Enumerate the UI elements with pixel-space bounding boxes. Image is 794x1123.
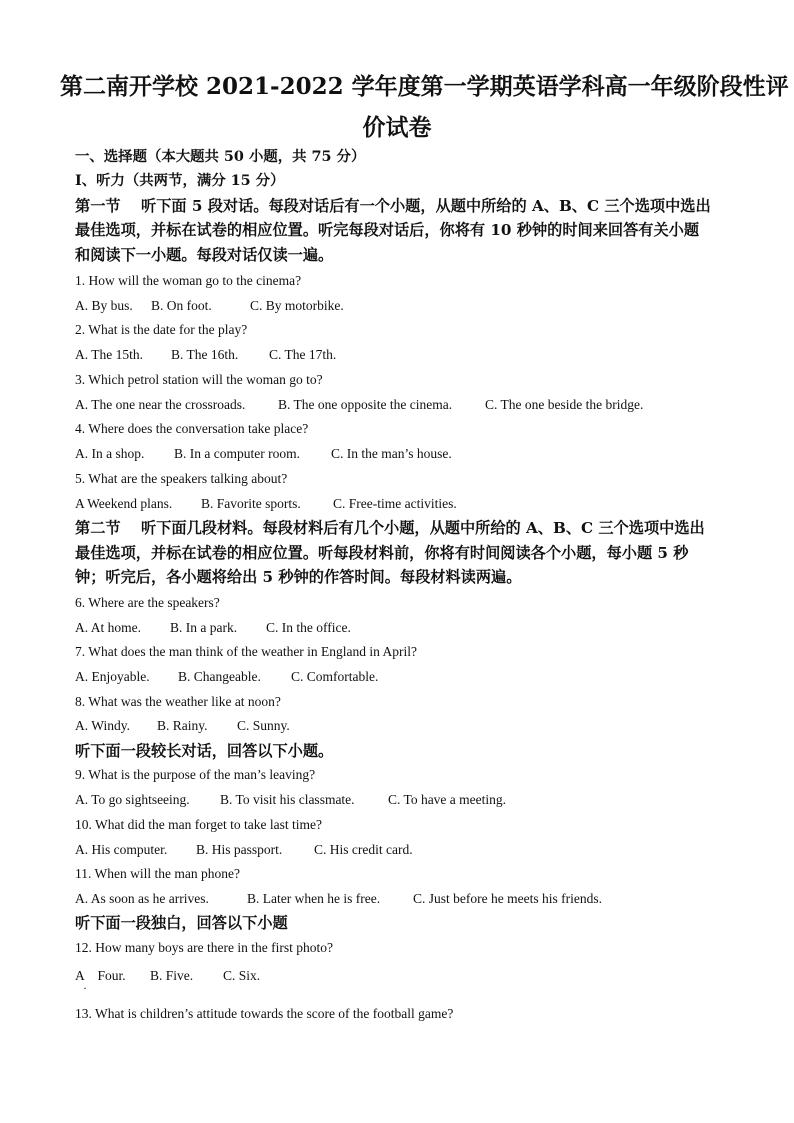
- option-b: B. To visit his classmate.: [220, 792, 355, 807]
- stray-dot-mark: ·: [83, 981, 87, 995]
- sub1-instruction-line: 和阅读下一小题。每段对话仅读一遍。: [75, 246, 334, 264]
- option-c: C. Free-time activities.: [333, 496, 457, 511]
- option-b: B. On foot.: [151, 298, 212, 313]
- option-c: C. Sunny.: [237, 718, 290, 733]
- sub2-instruction-line: 最佳选项，并标在试卷的相应位置。听每段材料前，你将有时间阅读各个小题，每小题 5 秒: [75, 544, 689, 562]
- option-a: A Four.: [75, 968, 126, 983]
- option-a: A. The 15th.: [75, 347, 143, 362]
- question-10: 10. What did the man forget to take last time?: [75, 817, 322, 832]
- option-c: C. The 17th.: [269, 347, 337, 362]
- question-7: 7. What does the man think of the weather in England in April?: [75, 644, 418, 659]
- title-line-2: 价试卷: [362, 114, 432, 141]
- option-c: C. Just before he meets his friends.: [413, 891, 602, 906]
- question-6: 6. Where are the speakers?: [75, 595, 220, 610]
- option-b: B. Favorite sports.: [201, 496, 301, 511]
- question-8: 8. What was the weather like at noon?: [75, 694, 281, 709]
- option-a: A. Windy.: [75, 718, 130, 733]
- option-a: A. To go sightseeing.: [75, 792, 190, 807]
- question-13: 13. What is children’s attitude towards the score of the football game?: [75, 1006, 454, 1021]
- option-c: C. Six.: [223, 968, 261, 983]
- option-c: C. To have a meeting.: [388, 792, 507, 807]
- option-c: C. By motorbike.: [250, 298, 344, 313]
- question-5: 5. What are the speakers talking about?: [75, 471, 288, 486]
- option-a: A. In a shop.: [75, 446, 145, 461]
- option-b: B. In a computer room.: [174, 446, 300, 461]
- sub2-instruction-line: 钟；听完后，各小题将给出 5 秒钟的作答时间。每段材料读两遍。: [75, 568, 522, 586]
- option-c: C. In the office.: [266, 620, 351, 635]
- option-c: C. The one beside the bridge.: [485, 397, 644, 412]
- option-b: B. Later when he is free.: [247, 891, 381, 906]
- option-b: B. Five.: [150, 968, 194, 983]
- option-b: B. Changeable.: [178, 669, 261, 684]
- question-9: 9. What is the purpose of the man’s leaving?: [75, 767, 316, 782]
- option-b: B. In a park.: [170, 620, 238, 635]
- sub1-instruction-line: 最佳选项，并标在试卷的相应位置。听完每段对话后，你将有 10 秒钟的时间来回答有关小题: [75, 221, 700, 239]
- sub2-instruction-line: 第二节 听下面几段材料。每段材料后有几个小题，从题中所给的 A、B、C 三个选项中选出: [75, 519, 705, 537]
- option-b: B. The 16th.: [171, 347, 239, 362]
- option-a: A. At home.: [75, 620, 141, 635]
- option-b: B. The one opposite the cinema.: [278, 397, 453, 412]
- option-a: A. His computer.: [75, 842, 168, 857]
- option-b: B. His passport.: [196, 842, 283, 857]
- option-a: A. As soon as he arrives.: [75, 891, 209, 906]
- question-3: 3. Which petrol station will the woman go to?: [75, 372, 323, 387]
- option-a: A. Enjoyable.: [75, 669, 150, 684]
- long-dialog-heading: 听下面一段较长对话，回答以下小题。: [75, 742, 334, 760]
- option-a: A Weekend plans.: [75, 496, 173, 511]
- option-a: A. The one near the crossroads.: [75, 397, 246, 412]
- option-c: C. His credit card.: [314, 842, 413, 857]
- question-2: 2. What is the date for the play?: [75, 322, 248, 337]
- question-12: 12. How many boys are there in the first photo?: [75, 940, 333, 955]
- question-1: 1. How will the woman go to the cinema?: [75, 273, 302, 288]
- section-1-heading: 一、选择题（本大题共 50 小题，共 75 分）: [75, 148, 366, 165]
- option-c: C. Comfortable.: [291, 669, 379, 684]
- listening-part-heading: Ⅰ、听力（共两节，满分 15 分）: [75, 172, 285, 189]
- option-c: C. In the man’s house.: [331, 446, 452, 461]
- monologue-heading: 听下面一段独白，回答以下小题: [75, 914, 288, 932]
- question-4: 4. Where does the conversation take place?: [75, 421, 309, 436]
- option-b: B. Rainy.: [157, 718, 208, 733]
- question-11: 11. When will the man phone?: [75, 866, 240, 881]
- title-line-1: 第二南开学校 2021-2022 学年度第一学期英语学科高一年级阶段性评: [60, 73, 789, 100]
- sub1-instruction-line: 第一节 听下面 5 段对话。每段对话后有一个小题，从题中所给的 A、B、C 三个选项中选出: [75, 197, 711, 215]
- option-a: A. By bus.: [75, 298, 133, 313]
